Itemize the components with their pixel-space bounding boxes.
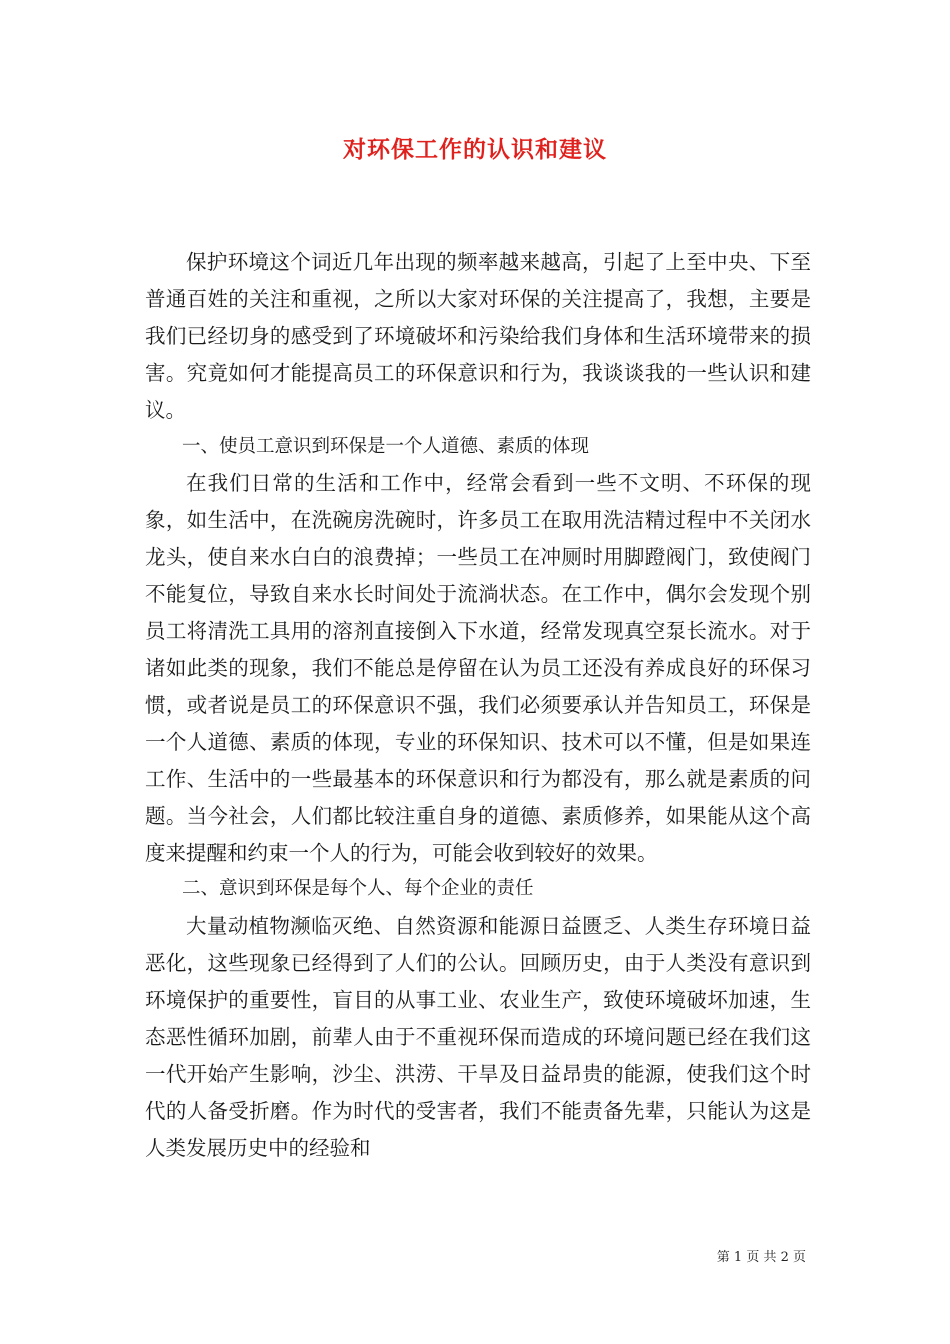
intro-paragraph: 保护环境这个词近几年出现的频率越来越高，引起了上至中央、下至普通百姓的关注和重视，之所以大家对环保的关注提高了，我想，主要是我们已经切身的感受到了环境破坏和污染给我们身体和生活环境带来的损害。究竟如何才能提高员工的环保意识和行为，我谈谈我的一些认识和建议。 — [145, 250, 811, 422]
section-2-paragraph: 大量动植物濒临灭绝、自然资源和能源日益匮乏、人类生存环境日益恶化，这些现象已经得到了人们的公认。回顾历史，由于人类没有意识到环境保护的重要性，盲目的从事工业、农业生产，致使环境破坏加速，生态恶性循环加剧，前辈人由于不重视环保而造成的环境问题已经在我们这一代开始产生影响，沙尘、洪涝、干旱及日益昂贵的能源，使我们这个时代的人备受折磨。作为时代的受害者，我们不能责备先辈，只能认为这是人类发展历史中的经验和 — [145, 914, 811, 1160]
page-number-footer: 第 1 页 共 2 页 — [716, 1250, 806, 1265]
section-heading-2: 二、意识到环保是每个人、每个企业的责任 — [182, 878, 534, 900]
section-1-paragraph: 在我们日常的生活和工作中，经常会看到一些不文明、不环保的现象，如生活中，在洗碗房洗碗时，许多员工在取用洗洁精过程中不关闭水龙头，使自来水白白的浪费掉；一些员工在冲厕时用脚蹬阀门，致使阀门不能复位，导致自来水长时间处于流淌状态。在工作中，偶尔会发现个别员工将清洗工具用的溶剂直接倒入下水道，经常发现真空泵长流水。对于诸如此类的现象，我们不能总是停留在认为员工还没有养成良好的环保习惯，或者说是员工的环保意识不强，我们必须要承认并告知员工，环保是一个人道德、素质的体现，专业的环保知识、技术可以不懂，但是如果连工作、生活中的一些最基本的环保意识和行为都没有，那么就是素质的问题。当今社会，人们都比较注重自身的道德、素质修养，如果能从这个高度来提醒和约束一个人的行为，可能会收到较好的效果。 — [145, 471, 811, 865]
section-heading-1: 一、使员工意识到环保是一个人道德、素质的体现 — [182, 435, 590, 457]
document-body — [145, 244, 811, 1167]
page-title: 对环保工作的认识和建议 — [343, 136, 607, 163]
